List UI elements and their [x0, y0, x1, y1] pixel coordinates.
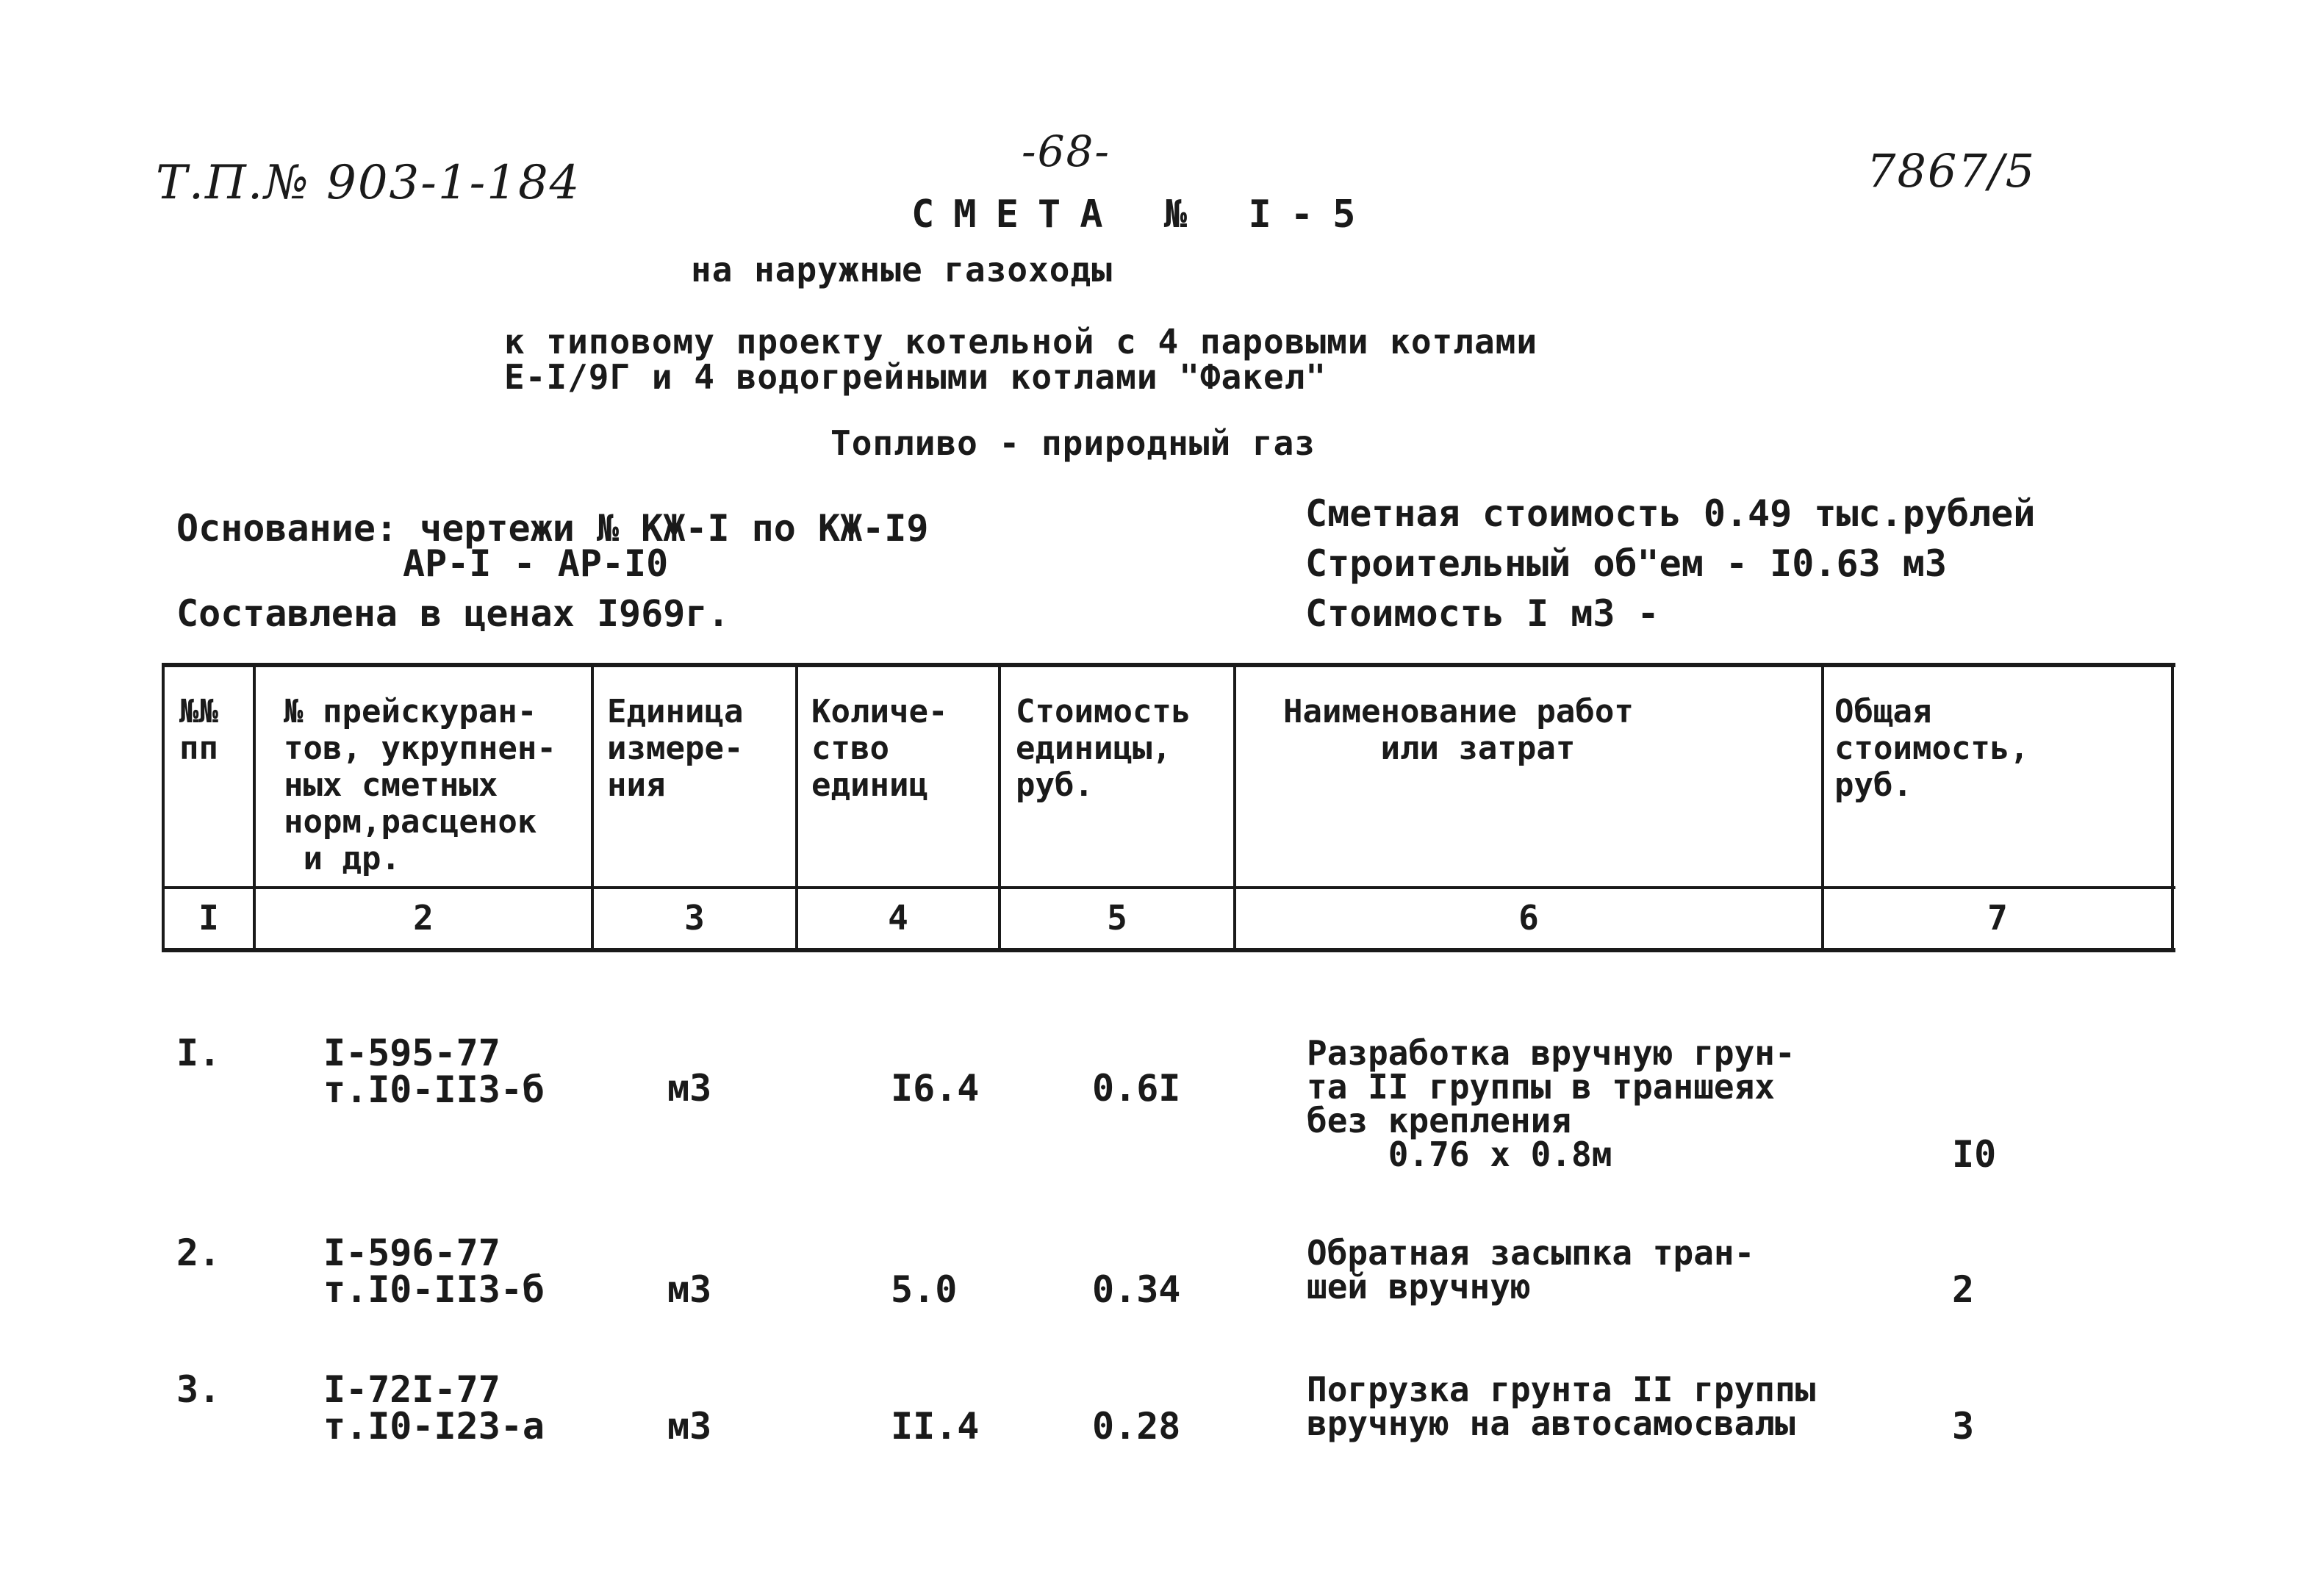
header-item-number: №№ пп [179, 693, 218, 767]
row-quantity: II.4 [891, 1405, 980, 1448]
row-unit: м3 [667, 1405, 712, 1448]
fuel-type: Топливо - природный газ [830, 423, 1316, 463]
basis-drawings: Основание: чертежи № КЖ-I по КЖ-I9 [176, 507, 929, 550]
project-description-line2: Е-I/9Г и 4 водогрейными котлами "Факел" [504, 357, 1327, 397]
row-work-name: Разработка вручную грун- та II группы в траншеях без крепления 0.76 x 0.8м [1307, 1033, 1795, 1174]
row-price-reference: I-72I-77 т.I0-I23-а [323, 1368, 545, 1448]
row-unit: м3 [667, 1268, 712, 1311]
document-title: СМЕТА № I-5 [911, 193, 1375, 237]
header-work-name: Наименование работ или затрат [1283, 693, 1634, 767]
header-unit-cost: Стоимость единицы, руб. [1016, 693, 1191, 804]
header-price-reference: № прейскуран- тов, укрупнен- ных сметных норм,расценок и др. [284, 693, 556, 877]
project-number: Т.П.№ 903-1-184 [156, 156, 581, 210]
row-unit-cost: 0.34 [1092, 1268, 1181, 1311]
row-total-cost: 2 [1952, 1268, 1975, 1311]
document-subtitle: на наружные газоходы [691, 250, 1113, 290]
row-total-cost: I0 [1952, 1133, 1997, 1176]
column-number-7: 7 [1987, 898, 2008, 938]
row-price-reference: I-596-77 т.I0-II3-б [323, 1232, 545, 1311]
row-work-name: Погрузка грунта II группы вручную на автосамосвалы [1307, 1370, 1816, 1443]
row-quantity: I6.4 [891, 1067, 980, 1110]
column-number-5: 5 [1107, 898, 1127, 938]
column-number-3: 3 [684, 898, 705, 938]
row-number: 2. [176, 1232, 221, 1274]
row-unit-cost: 0.28 [1092, 1405, 1181, 1448]
column-number-1: I [198, 898, 219, 938]
row-number: 3. [176, 1368, 221, 1411]
row-unit: м3 [667, 1067, 712, 1110]
project-description-line1: к типовому проекту котельной с 4 паровыми котлами [504, 322, 1538, 362]
header-unit: Единица измере- ния [607, 693, 744, 804]
column-number-4: 4 [888, 898, 908, 938]
row-number: I. [176, 1032, 221, 1074]
column-number-6: 6 [1518, 898, 1539, 938]
price-basis: Составлена в ценах I969г. [176, 592, 730, 635]
row-work-name: Обратная засыпка тран- шей вручную [1307, 1233, 1755, 1306]
row-price-reference: I-595-77 т.I0-II3-б [323, 1032, 545, 1111]
estimated-cost: Сметная стоимость 0.49 тыс.рублей [1305, 492, 2036, 535]
row-quantity: 5.0 [891, 1268, 958, 1311]
column-number-2: 2 [413, 898, 434, 938]
header-total-cost: Общая стоимость, руб. [1834, 693, 2029, 804]
unit-volume-cost: Стоимость I м3 - [1305, 592, 1659, 635]
archive-number: 7867/5 [1867, 144, 2037, 198]
construction-volume: Строительный об"ем - I0.63 м3 [1305, 542, 1947, 585]
row-unit-cost: 0.6I [1092, 1067, 1181, 1110]
row-total-cost: 3 [1952, 1405, 1975, 1448]
page-number: -68- [1022, 126, 1110, 176]
basis-drawings-ar: АР-I - АР-I0 [403, 542, 669, 585]
header-quantity: Количе- ство единиц [811, 693, 948, 804]
